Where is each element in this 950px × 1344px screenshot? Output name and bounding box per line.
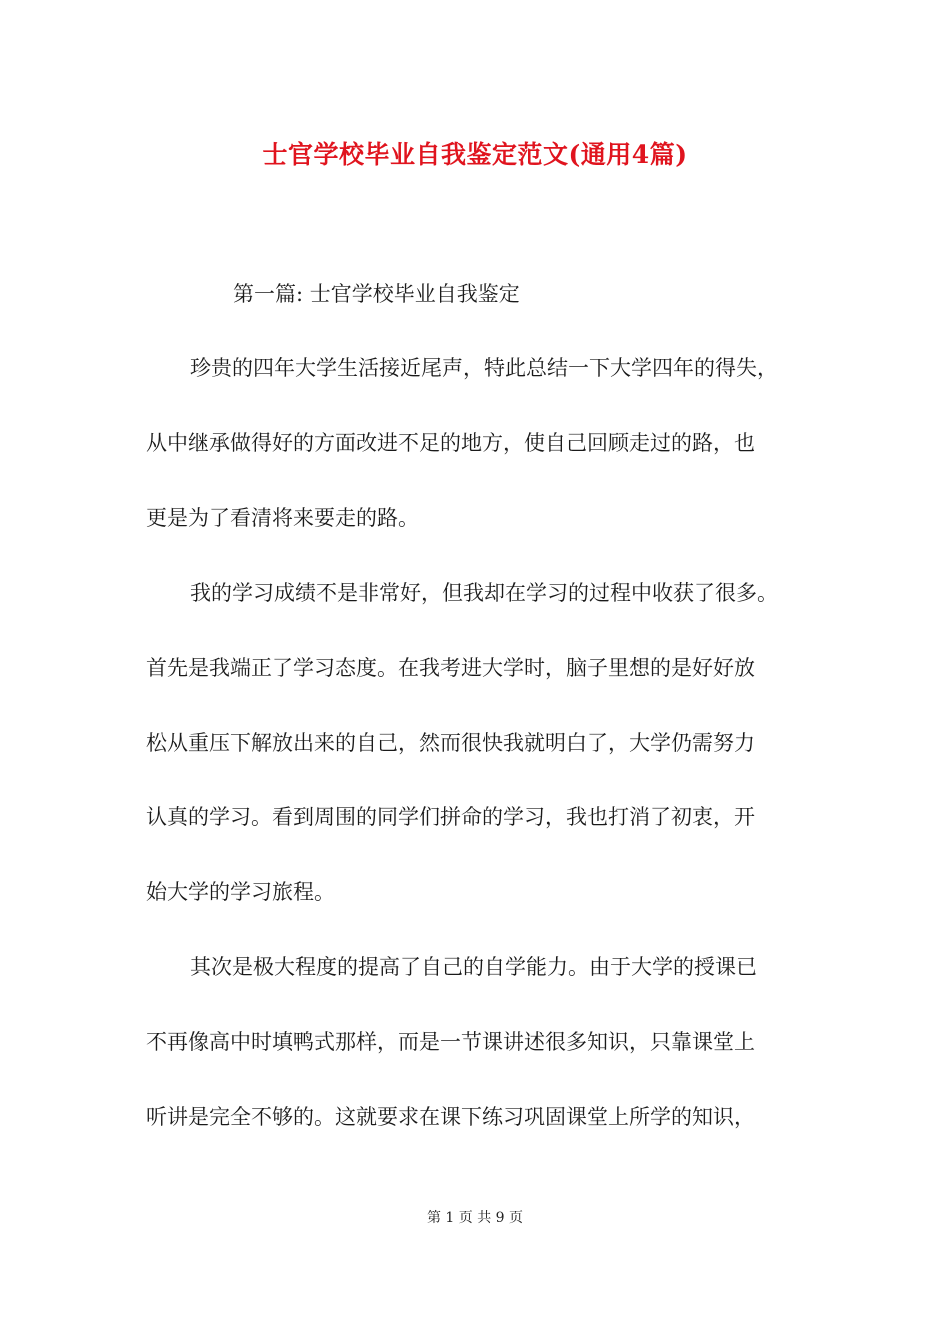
paragraph-line: 首先是我端正了学习态度。在我考进大学时，脑子里想的是好好放 — [146, 656, 755, 680]
paragraph-line: 从中继承做得好的方面改进不足的地方，使自己回顾走过的路，也 — [146, 431, 755, 455]
document-title: 士官学校毕业自我鉴定范文(通用4篇) — [262, 140, 688, 169]
paragraph-line: 不再像高中时填鸭式那样，而是一节课讲述很多知识，只靠课堂上 — [146, 1030, 755, 1054]
paragraph-line: 珍贵的四年大学生活接近尾声，特此总结一下大学四年的得失， — [190, 356, 778, 380]
paragraph-line: 更是为了看清将来要走的路。 — [146, 506, 419, 530]
page-number: 第 1 页 共 9 页 — [426, 1210, 524, 1226]
paragraph-line: 始大学的学习旅程。 — [146, 880, 335, 904]
paragraph-line: 松从重压下解放出来的自己，然而很快我就明白了，大学仍需努力 — [146, 731, 755, 755]
paragraph-line: 认真的学习。看到周围的同学们拼命的学习，我也打消了初衷，开 — [146, 805, 755, 829]
section-heading: 第一篇: 士官学校毕业自我鉴定 — [233, 282, 520, 306]
paragraph-line: 听讲是完全不够的。这就要求在课下练习巩固课堂上所学的知识， — [146, 1105, 755, 1129]
paragraph-line: 其次是极大程度的提高了自己的自学能力。由于大学的授课已 — [190, 955, 757, 979]
paragraph-line: 我的学习成绩不是非常好，但我却在学习的过程中收获了很多。 — [190, 581, 778, 605]
